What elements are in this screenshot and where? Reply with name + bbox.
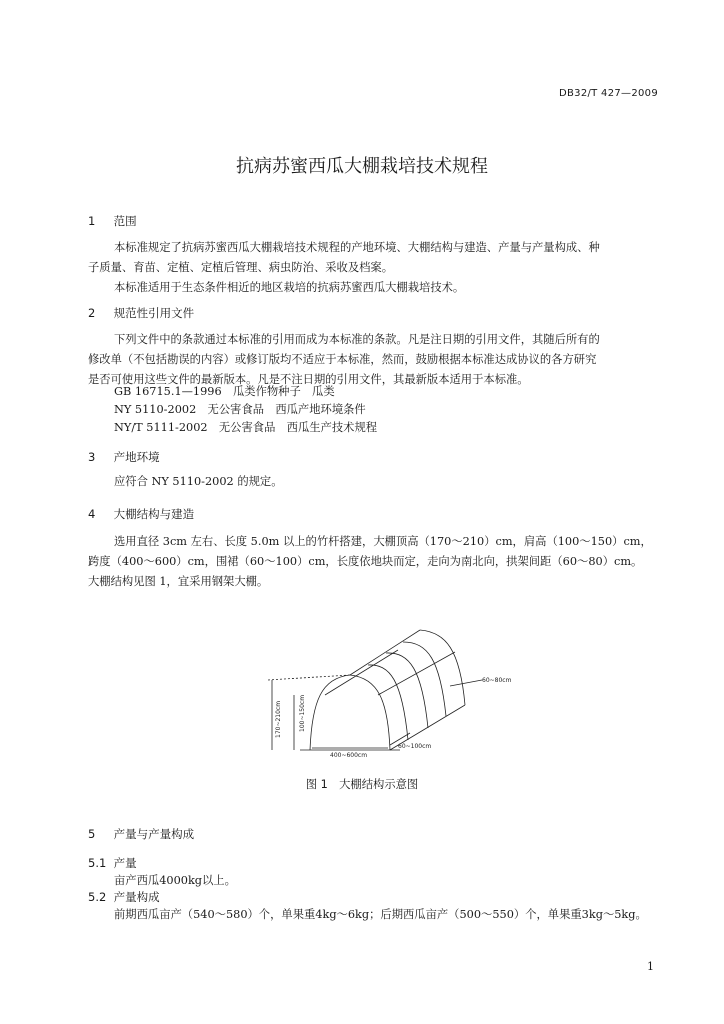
paragraph-line: 前期西瓜亩产（540～580）个，单果重4kg～6kg；后期西瓜亩产（500～550）个，单果重3kg～5kg。 [114,908,647,921]
section-2-body [88,330,660,390]
paragraph-line: 是否可使用这些文件的最新版本。凡是不注日期的引用文件，其最新版本适用于本标准。 [88,373,529,386]
arch-spacing-leader [450,680,482,686]
section-2-heading [88,305,194,321]
section-5-1-heading [88,855,137,871]
section-title: 规范性引用文件 [113,306,195,320]
skirt-label: 60~100cm [398,743,432,750]
reference-item: GB 16715.1—1996 瓜类作物种子 瓜类 [114,385,335,398]
section-title: 大棚结构与建造 [113,507,195,521]
section-5-2-heading [88,889,160,905]
section-title: 范围 [113,214,137,228]
paragraph-line: 跨度（400～600）cm，围裙（60～100）cm，长度依地块而定，走向为南北向，拱架间距（60～80）cm。 [88,555,643,568]
section-title: 产量 [113,856,137,870]
section-title: 产量与产量构成 [113,827,195,841]
paragraph-line: 本标准适用于生态条件相近的地区栽培的抗病苏蜜西瓜大棚栽培技术。 [114,281,465,294]
paragraph-line: 子质量、育苗、定植、定植后管理、病虫防治、采收及档案。 [88,261,394,274]
section-4-body [88,532,660,592]
paragraph-line: 下列文件中的条款通过本标准的引用而成为本标准的条款。凡是注日期的引用文件，其随后所有的 [114,333,600,346]
paragraph-line: 应符合 NY 5110-2002 的规定。 [114,475,283,488]
section-number: 2 [88,306,96,320]
section-number: 3 [88,450,96,464]
section-title: 产地环境 [113,450,160,464]
reference-item: NY/T 5111-2002 无公害食品 西瓜生产技术规程 [114,421,378,434]
height-top-label: 170~210cm [275,700,282,738]
page-title: 抗病苏蜜西瓜大棚栽培技术规程 [236,156,488,177]
paragraph-line: 本标准规定了抗病苏蜜西瓜大棚栽培技术规程的产地环境、大棚结构与建造、产量与产量构成、种 [114,241,600,254]
section-4-heading [88,506,194,522]
section-1-body [88,238,660,298]
figure-caption: 图 1 大棚结构示意图 [305,778,419,791]
paragraph-line: 大棚结构见图 1，宜采用钢架大棚。 [88,575,269,588]
arch-spacing-label: 60~80cm [482,677,512,684]
section-number: 1 [88,214,96,228]
paragraph-line: 修改单（不包括勘误的内容）或修订版均不适应于本标准，然而，鼓励根据本标准达成协议的各方研究 [88,353,597,366]
paragraph-line: 选用直径 3cm 左右、长度 5.0m 以上的竹杆搭建，大棚顶高（170～210）cm，肩高（100～150）cm， [114,535,652,548]
front-arch [310,675,390,750]
ridge-line [350,630,420,675]
shoulder-line-left [325,650,398,695]
page-number: 1 [647,960,654,973]
section-number: 5.2 [88,890,107,904]
arch-2 [368,665,408,740]
top-height-guide [268,675,350,680]
span-label: 400~600cm [330,752,368,759]
section-3-body [88,472,660,492]
section-5-heading [88,826,194,842]
section-title: 产量构成 [113,890,160,904]
greenhouse-structure-diagram [250,620,540,760]
section-1-heading [88,213,137,229]
arch-3 [386,653,428,728]
section-5-2-body [88,905,668,925]
section-5-1-body [88,871,660,891]
reference-item: NY 5110-2002 无公害食品 西瓜产地环境条件 [114,403,366,416]
paragraph-line: 亩产西瓜4000kg以上。 [114,874,236,887]
section-number: 5 [88,827,96,841]
height-shoulder-label: 100~150cm [299,694,306,732]
section-number: 4 [88,507,96,521]
document-code: DB32/T 427—2009 [559,88,658,99]
section-number: 5.1 [88,856,107,870]
section-3-heading [88,449,160,465]
